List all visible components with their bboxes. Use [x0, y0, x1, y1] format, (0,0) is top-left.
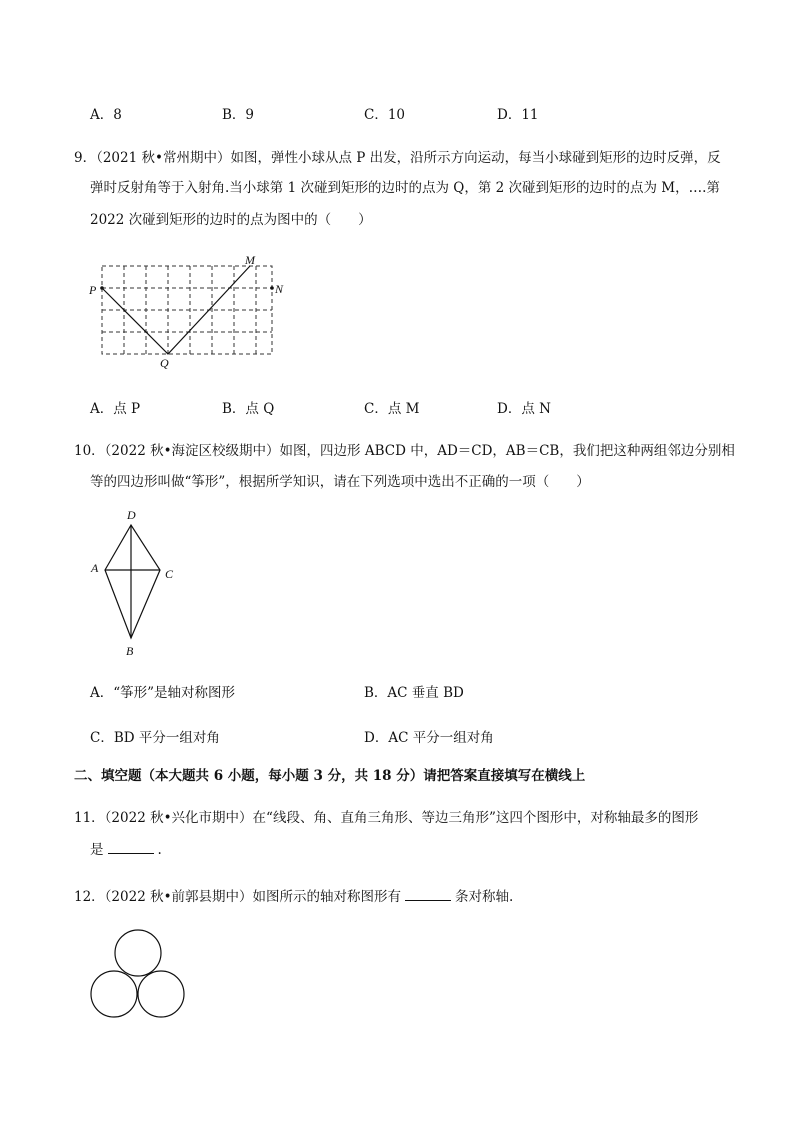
- q8-option-a: A．8: [90, 107, 122, 123]
- q9-label-m: M: [245, 253, 255, 267]
- q10-option-a: A．“筝形”是轴对称图形: [90, 685, 236, 701]
- q9-label-n: N: [275, 282, 284, 296]
- q10-text-line2: 等的四边形叫做“筝形”，根据所学知识，请在下列选项中选出不正确的一项（ ）: [90, 474, 590, 490]
- q12-suffix: 条对称轴.: [455, 889, 514, 905]
- q9-option-b: B．点 Q: [222, 401, 275, 417]
- q9-label-p: P: [89, 283, 97, 297]
- q10-option-d: D．AC 平分一组对角: [364, 730, 494, 746]
- q10-label-a: A: [91, 561, 99, 575]
- q8-option-c: C．10: [364, 107, 406, 123]
- q11-prefix: 是: [90, 842, 104, 858]
- q11-suffix: .: [157, 842, 162, 858]
- section-heading-fill-in: 二、填空题（本大题共 6 小题，每小题 3 分，共 18 分）请把答案直接填写在横线上: [74, 768, 586, 784]
- q8-option-d: D．11: [497, 107, 539, 123]
- q10-text-line1: 10．（2022 秋•海淀区校级期中）如图，四边形 ABCD 中，AD＝CD，AB＝CB，我们把这种两组邻边分别相: [74, 443, 735, 459]
- q10-option-c: C．BD 平分一组对角: [90, 730, 220, 746]
- q9-text-line3: 2022 次碰到矩形的边时的点为图中的（ ）: [90, 212, 372, 228]
- q10-label-c: C: [165, 567, 174, 581]
- q9-option-a: A．点 P: [90, 401, 141, 417]
- q9-option-d: D．点 N: [497, 401, 551, 417]
- q12-circle-left: [91, 971, 137, 1017]
- q8-option-b: B．9: [222, 107, 255, 123]
- q9-text-line2: 弹时反射角等于入射角.当小球第 1 次碰到矩形的边时的点为 Q，第 2 次碰到矩形的边时的点为 M，….第: [90, 180, 720, 196]
- q12-prefix: 12．（2022 秋•前郭县期中）如图所示的轴对称图形有: [74, 889, 402, 905]
- q10-option-b: B．AC 垂直 BD: [364, 685, 464, 701]
- q12-circle-right: [138, 971, 184, 1017]
- q11-text-line1: 11．（2022 秋•兴化市期中）在“线段、角、直角三角形、等边三角形”这四个图形中，对称轴最多的图形: [74, 810, 699, 826]
- q12-circle-top: [115, 930, 161, 976]
- q9-label-q: Q: [160, 356, 169, 370]
- q10-label-d: D: [127, 508, 136, 522]
- q9-option-c: C．点 M: [364, 401, 420, 417]
- q9-text-line1: 9．（2021 秋•常州期中）如图，弹性小球从点 P 出发，沿所示方向运动，每当小球碰到矩形的边时反弹，反: [74, 150, 721, 166]
- q10-label-b: B: [126, 644, 134, 658]
